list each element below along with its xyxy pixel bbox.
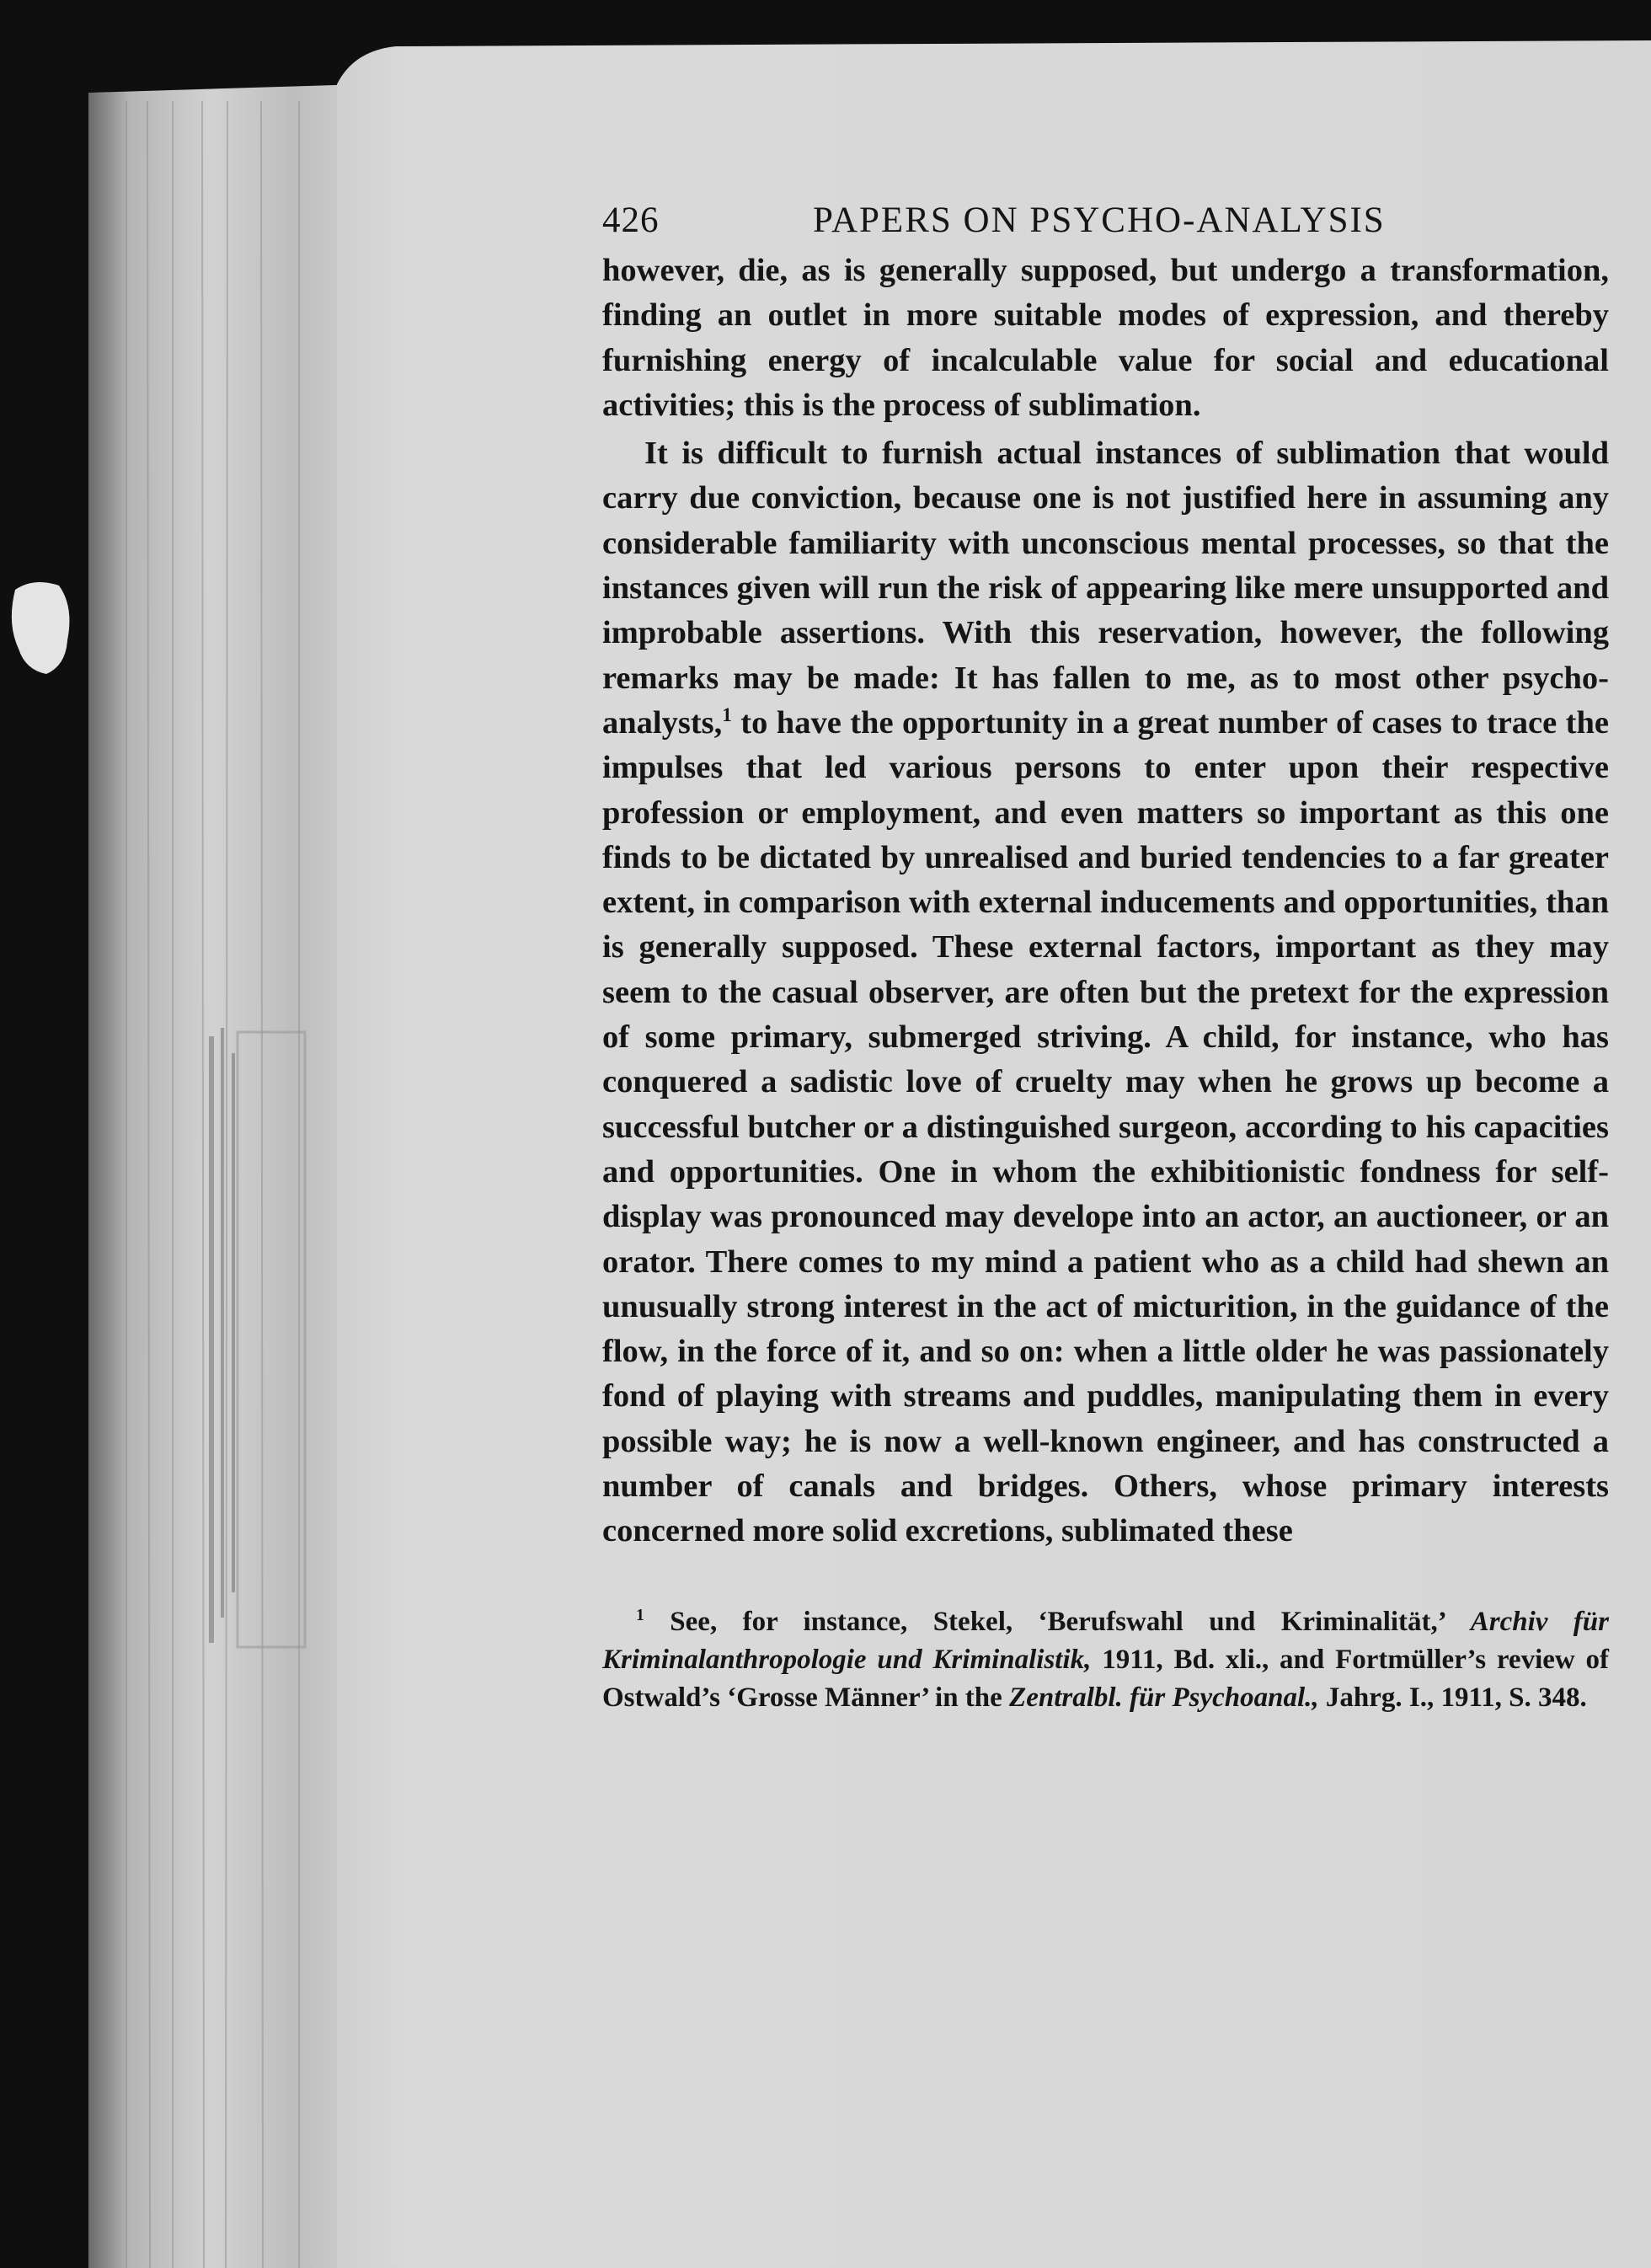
page-content xyxy=(602,190,1609,1717)
footnote-text-1: See, for instance, Stekel, ‘Berufswahl und Kriminalität,’ xyxy=(670,1606,1445,1637)
running-title: PAPERS ON PSYCHO-ANALYSIS xyxy=(813,201,1386,240)
footnote-journal-title: Archiv für Kriminalanthropologie und Kriminalistik, xyxy=(602,1606,1609,1675)
footnote-journal-title-2: Zentralbl. für Psychoanal., xyxy=(1009,1682,1319,1713)
footnotes xyxy=(602,1603,1609,1717)
page-number: 426 xyxy=(602,201,660,240)
footnote-text-3: Jahrg. I., 1911, S. 348. xyxy=(1325,1682,1587,1713)
paragraph-continuation: however, die, as is generally supposed, but undergo a transformation, finding an outlet in more suitable modes of expression, and thereby furnishing energy of incalculable value for social and educational activities; this is the process of sublimation. xyxy=(602,253,1609,423)
footnote xyxy=(602,1603,1609,1717)
footnote-marker: 1 xyxy=(636,1605,644,1624)
footnote-text-2: 1911, Bd. xli., and Fortmüller’s review of Ostwald’s ‘Grosse Männer’ in the xyxy=(602,1644,1610,1713)
paragraph-text-after-note: to have the opportunity in a great number of cases to trace the impulses that led various persons to enter upon their respective profession or employment, and even matters so important as this one finds to be dictated by unrealised and buried tendencies to a far greater extent, in comparison with external inducements and opportunities, than is generally supposed. These external factors, important as they may seem to the casual observer, are often but the pretext for the expression of some primary, submerged striving. A child, for instance, who has conquered a sadistic love of cruelty may when he grows up become a successful butcher or a distinguished surgeon, according to his capacities and opportunities. One in whom the exhibitionistic fondness for self-display was pronounced may develope into an actor, an auctioneer, or an orator. There comes to my mind a patient who as a child had shewn an unusually strong interest in the act of micturition, in the guidance of the flow, in the force of it, and so on: when a little older he was passionately fond of playing with streams and puddles, manipulating them in every possible way; he is now a well-known engineer, and has constructed a number of canals and bridges. Others, whose primary interests concerned more solid excretions, sublimated these xyxy=(602,704,1609,1549)
page-header xyxy=(602,190,1609,249)
body-text xyxy=(602,249,1609,1554)
paragraph-text-before-note: It is difficult to furnish actual instances of sublimation that would carry due conviction, because one is not justified here in assuming any considerable familiarity with unconscious mental processes, so that the instances given will run the risk of appearing like mere unsupported and improbable assertions. With this reservation, however, the following remarks may be made: It has fallen to me, as to most other psycho-analysts, xyxy=(602,436,1609,741)
footnote-reference: 1 xyxy=(722,703,732,726)
paragraph-sublimation-instances xyxy=(602,431,1609,1554)
